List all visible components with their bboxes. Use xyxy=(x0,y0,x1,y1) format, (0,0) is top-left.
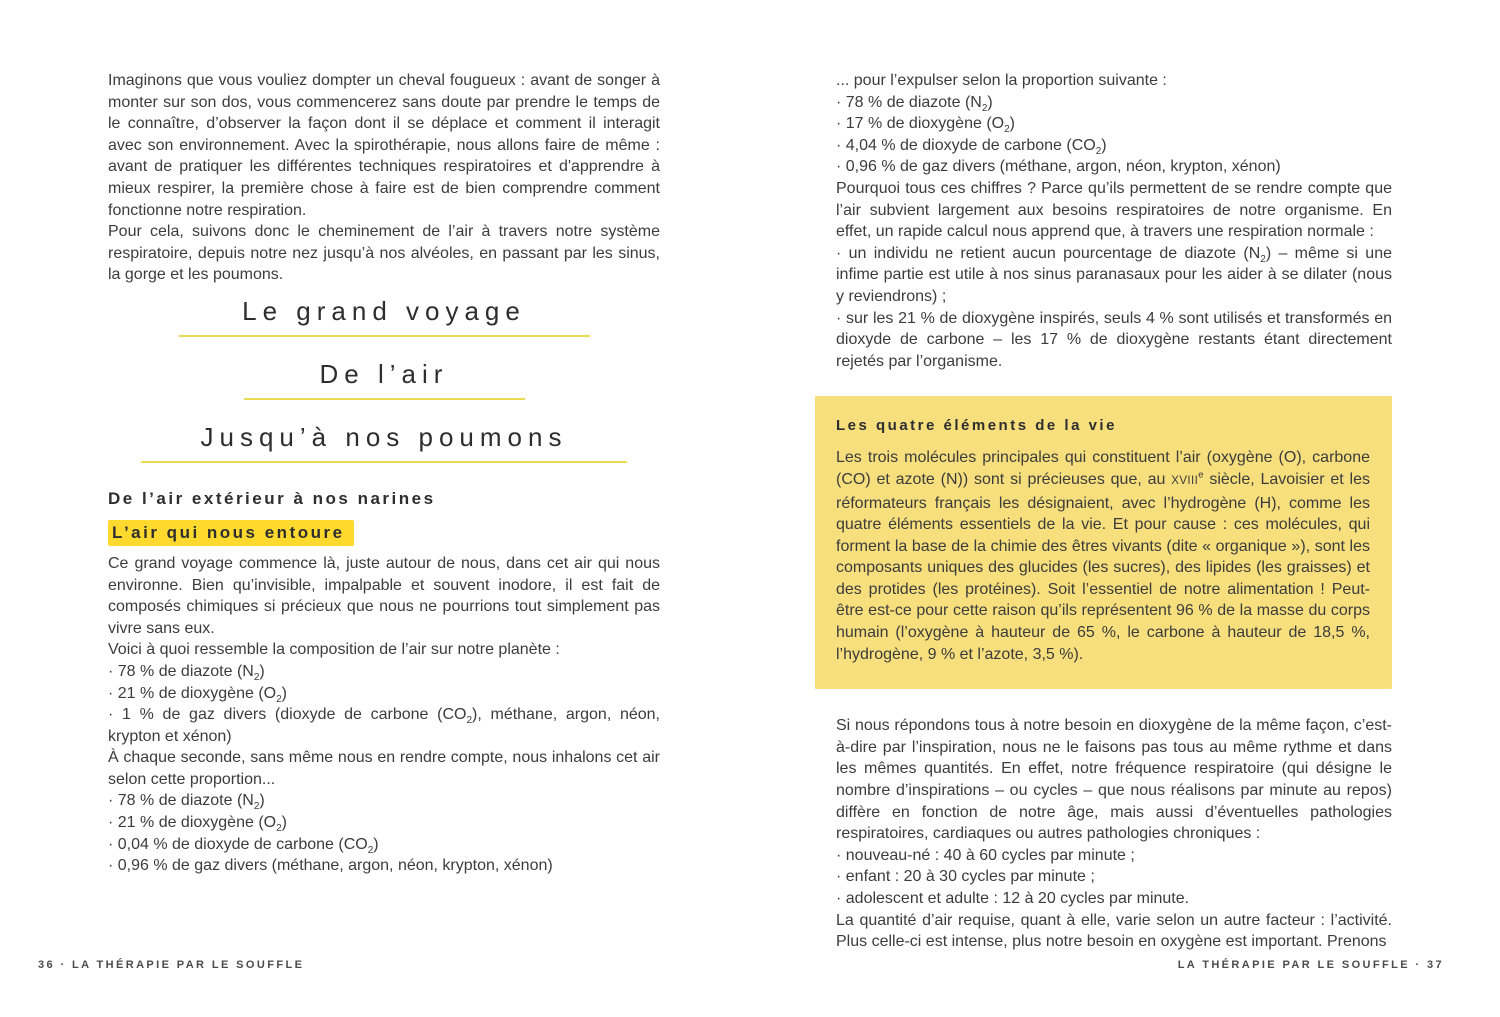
sub-heading-highlighted: L’air qui nous entoure xyxy=(108,520,354,546)
subscript: 2 xyxy=(367,844,374,856)
subscript: 2 xyxy=(276,823,282,835)
sub-heading-line xyxy=(108,523,660,543)
chapter-title-line-3: Jusqu’à nos poumons xyxy=(200,421,568,452)
intro-paragraph: Imaginons que vous vouliez dompter un cheval fougueux : avant de songer à monter sur son dos, vous commencerez sans doute par prendre le temps de le connaître, d’observer la façon dont il se déplace et comment il interagit avec son environnement. Avec la spirothérapie, nous allons faire de même : avant de pratiquer les différentes techniques respiratoires et d'apprendre à mieux respirer, la première chose à faire est de bien comprendre comment fonctionne notre respiration. xyxy=(108,72,660,219)
subscript: 2 xyxy=(253,672,260,684)
footer-page-36: 36 · LA THÉRAPIE PAR LE SOUFFLE xyxy=(38,959,305,971)
inhale-intro: À chaque seconde, sans même nous en rendre compte, nous inhalons cet air selon cette proportion... xyxy=(108,749,660,788)
section-heading: De l’air extérieur à nos narines xyxy=(108,488,436,508)
paragraph-air-quantity: La quantité d’air requise, quant à elle, varie selon un autre facteur : l’activité. Plus celle-ci est intense, plus notre besoin en oxygène est important. Prenons xyxy=(836,911,1392,951)
list-item: · 78 % de diazote $(N_2)$ xyxy=(108,662,265,684)
list-item: · 78 % de diazote $(N_2)$ xyxy=(108,792,265,813)
list-item: · adolescent et adulte : 12 à 20 cycles par minute. xyxy=(836,890,1190,907)
info-box-four-elements xyxy=(815,396,1392,689)
list-item: · nouveau-né : 40 à 60 cycles par minute ; xyxy=(836,846,1135,864)
list-item: · enfant : 20 à 30 cycles par minute ; xyxy=(836,868,1095,886)
subscript: 2 xyxy=(276,693,282,705)
chapter-title-block xyxy=(108,296,660,463)
list-item: · 21 % de dioxygène $(O_2)$ xyxy=(108,684,287,705)
list-item: · 0,04 % de dioxyde de carbone $(CO_2)$ xyxy=(108,835,379,856)
subscript: 2 xyxy=(1095,145,1102,157)
title-underline-2 xyxy=(244,398,525,400)
bullet-nitrogen: · un individu ne retient aucun pourcentage de diazote $(N_2)$ – même si une infime partie est utile à nos sinus paranasaux pour les aider à se dilater (nous y reviendrons) ; xyxy=(836,244,1392,305)
intro-paragraph-2: Pour cela, suivons donc le cheminement de l’air à travers notre système respiratoire, depuis notre nez jusqu’à nos alvéoles, en passant par les sinus, la gorge et les poumons. xyxy=(108,223,660,284)
paragraph-air-around-us: Ce grand voyage commence là, juste autour de nous, dans cet air qui nous environne. Bien qu’invisible, impalpable et souvent inodore, il est fait de composés chimiques si précieux que nous ne pourrions tout simplement pas vivre sans eux. xyxy=(108,554,660,637)
subscript: 2 xyxy=(1004,124,1010,136)
footer-page-37: LA THÉRAPIE PAR LE SOUFFLE · 37 xyxy=(1177,959,1444,971)
title-underline-1 xyxy=(179,335,590,337)
list-item: · 17 % de dioxygène $(O_2)$ xyxy=(836,115,1015,136)
list-item: · 4,04 % de dioxyde de carbone $(CO_2)$ xyxy=(836,136,1107,157)
subscript: 2 xyxy=(466,715,473,727)
paragraph-breathing-rate: Si nous répondons tous à notre besoin en dioxygène de la même façon, c’est-à-dire par l’inspiration, nous ne le faisons pas tous au même rythme et dans les mêmes quantités. En effet, notre fréquence respiratoire (qui désigne le nombre d’inspirations – ou cycles – que nous réalisons par minute au repos) diffère en fonction de notre âge, mais aussi d’éventuelles pathologies respiratoires, cardiaques ou autres pathologies chroniques : xyxy=(836,717,1392,843)
subscript: 2 xyxy=(981,102,988,114)
chapter-title-line-1: Le grand voyage xyxy=(242,295,526,326)
list-item: · 78 % de diazote $(N_2)$ xyxy=(836,93,993,114)
page-left-column xyxy=(108,70,660,877)
superscript: e xyxy=(1198,469,1204,481)
subscript: 2 xyxy=(1260,253,1266,265)
list-item: · 21 % de dioxygène $(O_2)$ xyxy=(108,814,287,835)
subscript: 2 xyxy=(253,801,260,813)
expel-intro: ... pour l’expulser selon la proportion suivante : xyxy=(836,72,1167,89)
bullet-oxygen: · sur les 21 % de dioxygène inspirés, seuls 4 % sont utilisés et transformés en dioxyde de carbone – les 17 % de dioxygène restants étant directement rejetés par l’organisme. xyxy=(836,309,1392,370)
info-box-title: Les quatre éléments de la vie xyxy=(836,417,1117,435)
info-box-body: Les trois molécules principales qui constituent l’air (oxygène (O), carbone (CO) et azote (N)) sont si précieuses que, au XVIIIe siècle, Lavoisier et les réformateurs français les désignaient, avec l’hydrogène (H), comme les quatre éléments essentiels de la vie. Et pour cause : ces molécules, qui forment la base de la chimie des êtres vivants (dite « organique »), sont les composants uniques des glucides (les sucres), des lipides (les graisses) et des protides (les protéines). Soit l’essentiel de notre alimentation ! Peut-être est-ce pour cette raison qu’ils représentent 96 % de la masse du corps humain (l’oxygène à hauteur de 65 %, le carbone à hauteur de 18,5 %, l’hydrogène, 9 % et l’azote, 3,5 %). xyxy=(836,449,1370,663)
composition-intro: Voici à quoi ressemble la composition de l’air sur notre planète : xyxy=(108,641,560,659)
smallcaps-century: XVIII xyxy=(1171,474,1199,487)
page-right-column xyxy=(836,70,1392,953)
chapter-title-line-2: De l’air xyxy=(319,358,449,389)
list-item: · 0,96 % de gaz divers (méthane, argon, néon, krypton, xénon) xyxy=(836,158,1281,176)
list-item: · 1 % de gaz divers (dioxyde de carbone $(CO_2)$, méthane, argon, néon, krypton et xénon) xyxy=(108,706,661,745)
paragraph-why-numbers: Pourquoi tous ces chiffres ? Parce qu’ils permettent de se rendre compte que l’air subvient largement aux besoins respiratoires de notre organisme. En effet, un rapide calcul nous apprend que, à travers une respiration normale : xyxy=(836,179,1392,241)
title-underline-3 xyxy=(141,461,627,463)
list-item: · 0,96 % de gaz divers (méthane, argon, néon, krypton, xénon) xyxy=(108,857,553,875)
